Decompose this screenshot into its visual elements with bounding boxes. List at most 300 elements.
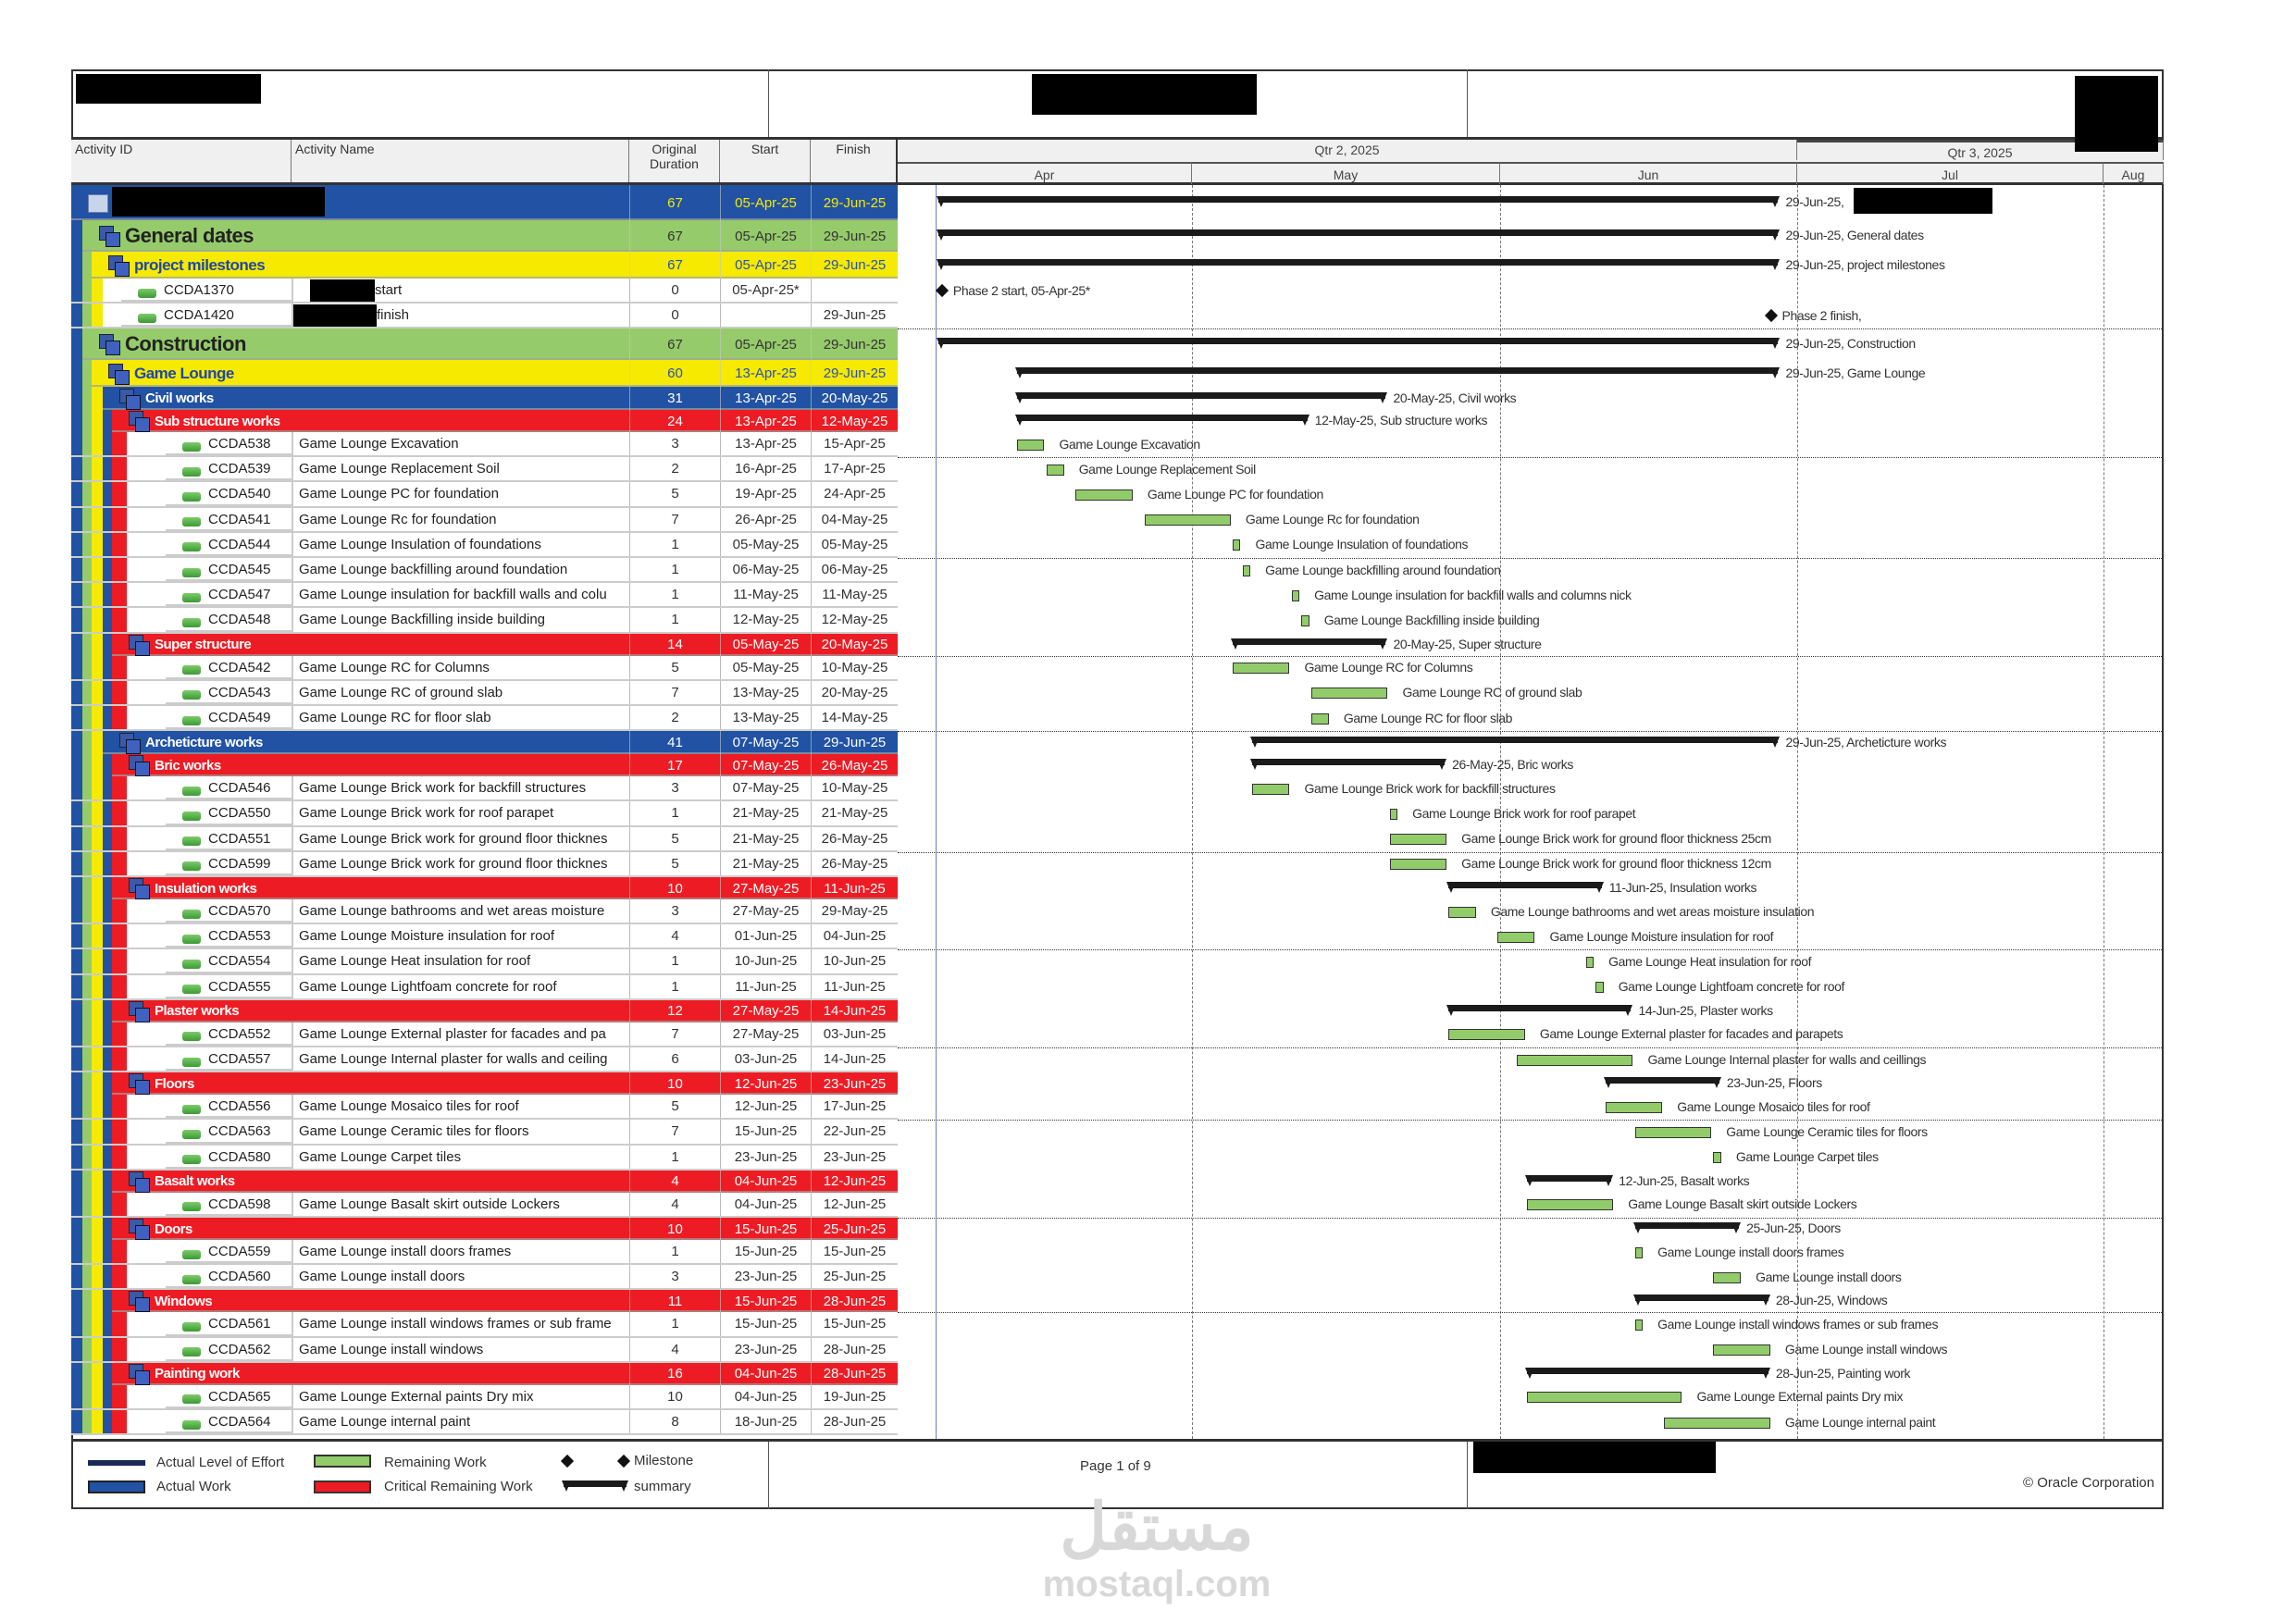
table-row[interactable] [71, 852, 898, 877]
hierarchy-band [103, 1338, 112, 1361]
activity-bar[interactable] [1390, 809, 1398, 820]
summary-bar[interactable] [1527, 1368, 1769, 1374]
bar-label: 29-Jun-25, General dates [1785, 228, 1924, 242]
original-duration: 3 [629, 899, 720, 923]
hierarchy-band [82, 1265, 92, 1288]
summary-bar[interactable] [1017, 367, 1779, 374]
summary-bar[interactable] [1017, 392, 1386, 399]
hierarchy-band [82, 681, 92, 704]
summary-bar[interactable] [1233, 638, 1386, 645]
hierarchy-band [92, 1338, 103, 1361]
bar-label: 20-May-25, Civil works [1393, 390, 1517, 405]
summary-bar[interactable] [1635, 1222, 1740, 1229]
hierarchy-band [71, 1240, 82, 1263]
table-row[interactable] [71, 975, 898, 1000]
finish-date: 17-Apr-25 [811, 457, 898, 480]
milestone-marker[interactable] [1764, 308, 1777, 321]
summary-bar[interactable] [938, 338, 1779, 344]
activity-bar[interactable] [1713, 1152, 1721, 1163]
hierarchy-band [71, 634, 82, 656]
hierarchy-band [92, 457, 103, 480]
activity-id: CCDA552 [208, 1025, 271, 1042]
table-row[interactable] [71, 899, 898, 924]
finish-date: 17-Jun-25 [811, 1095, 898, 1118]
table-row[interactable] [71, 1146, 898, 1171]
hierarchy-band [92, 1363, 103, 1385]
original-duration: 6 [629, 1047, 720, 1071]
wbs-row[interactable] [71, 360, 898, 387]
table-row[interactable] [71, 1120, 898, 1145]
activity-icon [182, 442, 201, 452]
bar-label: Game Lounge Moisture insulation for roof [1549, 928, 1774, 944]
hierarchy-band [82, 1218, 92, 1240]
table-row[interactable] [71, 924, 898, 949]
table-row[interactable] [71, 681, 898, 706]
hierarchy-band [71, 279, 82, 302]
hierarchy-band [92, 1022, 103, 1046]
start-date: 05-Apr-25* [720, 279, 811, 302]
activity-bar[interactable] [1233, 663, 1290, 674]
hierarchy-band [103, 1363, 112, 1385]
activity-icon [182, 1322, 201, 1332]
hierarchy-band [71, 583, 82, 606]
wbs-row[interactable] [71, 328, 898, 360]
wbs-icon [129, 1364, 149, 1384]
summary-bar[interactable] [938, 259, 1779, 266]
original-duration: 1 [629, 533, 720, 556]
activity-bar[interactable] [1595, 982, 1604, 993]
legend-milestone: Milestone [634, 1453, 694, 1468]
table-row[interactable] [71, 279, 898, 304]
hierarchy-band [71, 1095, 82, 1118]
hierarchy-band [92, 304, 103, 327]
activity-bar[interactable] [1635, 1319, 1644, 1331]
hierarchy-band [112, 1193, 127, 1216]
activity-icon [182, 1032, 201, 1041]
hierarchy-band [71, 656, 82, 679]
start-date: 10-Jun-25 [720, 949, 811, 973]
table-row[interactable] [71, 508, 898, 533]
hierarchy-band [112, 899, 127, 923]
original-duration: 5 [629, 482, 720, 505]
activity-bar[interactable] [1292, 590, 1300, 601]
hierarchy-band [92, 533, 103, 556]
header-divider [768, 69, 769, 137]
hierarchy-band [71, 877, 82, 899]
hierarchy-band [103, 1385, 112, 1408]
activity-id: CCDA553 [208, 928, 271, 945]
activity-icon [182, 812, 201, 821]
start-date: 27-May-25 [720, 1000, 811, 1022]
hierarchy-band [103, 681, 112, 704]
hierarchy-band [103, 1146, 112, 1169]
original-duration: 67 [629, 328, 720, 360]
wbs-row[interactable] [71, 252, 898, 279]
hierarchy-band [82, 279, 92, 302]
bar-label: 11-Jun-25, Insulation works [1608, 880, 1757, 895]
row-group-separator [898, 1047, 2164, 1048]
table-row[interactable] [71, 1240, 898, 1265]
table-row[interactable] [71, 827, 898, 852]
finish-date: 10-Jun-25 [811, 949, 898, 973]
table-row[interactable] [71, 558, 898, 583]
col-activity-id[interactable]: Activity ID [71, 140, 292, 182]
table-row[interactable] [71, 656, 898, 681]
wbs-name: Civil works [145, 390, 214, 406]
activity-id: CCDA557 [208, 1051, 271, 1068]
hierarchy-band [103, 975, 112, 998]
hierarchy-band [71, 1338, 82, 1361]
col-finish[interactable]: Finish [811, 140, 898, 182]
gantt-chart [898, 185, 2164, 1439]
hierarchy-band [82, 852, 92, 875]
wbs-icon [119, 389, 140, 409]
row-group-separator [898, 949, 2164, 950]
activity-bar[interactable] [1635, 1247, 1644, 1258]
hierarchy-band [92, 1312, 103, 1335]
wbs-icon [108, 255, 129, 276]
hierarchy-band [92, 801, 103, 824]
hierarchy-band [103, 457, 112, 480]
legend-actual-work: Actual Work [156, 1479, 231, 1494]
finish-date: 14-Jun-25 [811, 1047, 898, 1071]
hierarchy-band [71, 1072, 82, 1095]
legend-summary: summary [634, 1479, 691, 1494]
hierarchy-band [103, 1290, 112, 1312]
bar-label: Game Lounge Ceramic tiles for floors [1726, 1124, 1928, 1139]
bar-label: Game Lounge Carpet tiles [1735, 1149, 1879, 1165]
activity-id: CCDA546 [208, 780, 271, 797]
original-duration: 67 [629, 220, 720, 252]
finish-date: 06-May-25 [811, 558, 898, 581]
hierarchy-band [82, 508, 92, 531]
start-date: 05-May-25 [720, 656, 811, 679]
table-row[interactable] [71, 1385, 898, 1410]
hierarchy-band [112, 1095, 127, 1118]
hierarchy-band [82, 387, 92, 410]
redacted-title [76, 74, 261, 104]
activity-name-text: start [375, 282, 403, 298]
table-row[interactable] [71, 1338, 898, 1363]
col-activity-name[interactable]: Activity Name [292, 140, 629, 182]
table-row[interactable] [71, 1410, 898, 1435]
table-row[interactable] [71, 1193, 898, 1218]
table-row[interactable] [71, 1265, 898, 1290]
activity-name: Game Lounge Heat insulation for roof [292, 949, 629, 973]
original-duration: 1 [629, 1312, 720, 1335]
table-row[interactable] [71, 801, 898, 826]
wbs-row[interactable] [71, 754, 898, 776]
activity-bar[interactable] [1713, 1344, 1770, 1356]
table-row[interactable] [71, 482, 898, 507]
hierarchy-band [103, 508, 112, 531]
activity-bar[interactable] [1075, 489, 1133, 501]
table-row[interactable] [71, 1095, 898, 1120]
table-row[interactable] [71, 706, 898, 731]
table-row[interactable] [71, 533, 898, 558]
hierarchy-band [92, 1072, 103, 1095]
finish-date: 19-Jun-25 [811, 1385, 898, 1408]
hierarchy-band [82, 706, 92, 729]
finish-date: 29-Jun-25 [811, 220, 898, 252]
summary-bar[interactable] [1606, 1077, 1719, 1084]
finish-date: 14-Jun-25 [811, 1000, 898, 1022]
original-duration: 7 [629, 1022, 720, 1046]
wbs-icon [99, 226, 119, 246]
hierarchy-band [112, 1385, 127, 1408]
activity-bar[interactable] [1517, 1055, 1632, 1066]
wbs-icon [99, 334, 119, 354]
activity-bar[interactable] [1448, 1029, 1525, 1040]
original-duration: 0 [629, 304, 720, 327]
bar-label: 29-Jun-25, Archeticture works [1785, 734, 1947, 750]
wbs-name: Sub structure works [155, 413, 280, 429]
start-date: 21-May-25 [720, 852, 811, 875]
activity-icon [138, 289, 156, 298]
hierarchy-band [71, 1312, 82, 1335]
hierarchy-band [92, 1000, 103, 1022]
bar-label: Game Lounge PC for foundation [1147, 487, 1323, 502]
activity-id: CCDA554 [208, 953, 271, 970]
table-row[interactable] [71, 1047, 898, 1072]
activity-bar[interactable] [1390, 834, 1447, 845]
wbs-icon [129, 1291, 149, 1311]
wbs-row[interactable] [71, 1218, 898, 1240]
activity-icon [182, 960, 201, 969]
summary-bar[interactable] [938, 229, 1779, 236]
wbs-row[interactable] [71, 410, 898, 432]
wbs-row[interactable] [71, 1290, 898, 1312]
activity-bar[interactable] [1301, 615, 1309, 626]
legend-swatch-remaining [314, 1455, 371, 1468]
activity-name: Game Lounge internal paint [292, 1410, 629, 1433]
original-duration: 3 [629, 1265, 720, 1288]
activity-name: Game Lounge Brick work for ground floor thicknes [292, 827, 629, 850]
hierarchy-band [71, 1265, 82, 1288]
hierarchy-band [92, 924, 103, 948]
hierarchy-band [71, 252, 82, 279]
summary-bar[interactable] [1252, 759, 1445, 765]
table-row[interactable] [71, 608, 898, 633]
activity-id: CCDA563 [208, 1123, 271, 1140]
watermark [1018, 1490, 1296, 1604]
hierarchy-band [82, 1022, 92, 1046]
start-date: 15-Jun-25 [720, 1290, 811, 1312]
wbs-row[interactable] [71, 185, 898, 220]
original-duration: 1 [629, 1240, 720, 1263]
wbs-name: Floors [155, 1075, 194, 1092]
activity-id: CCDA599 [208, 855, 271, 872]
bar-label: Game Lounge RC of ground slab [1402, 685, 1582, 700]
hierarchy-band [92, 583, 103, 606]
finish-date: 10-May-25 [811, 656, 898, 679]
activity-name: Game Lounge Brick work for ground floor thicknes [292, 852, 629, 875]
milestone-marker[interactable] [936, 283, 949, 296]
activity-bar[interactable] [1311, 713, 1329, 725]
wbs-row[interactable] [71, 220, 898, 252]
hierarchy-band [71, 706, 82, 729]
activity-bar[interactable] [1448, 907, 1476, 918]
start-date: 05-Apr-25 [720, 220, 811, 252]
activity-bar[interactable] [1527, 1392, 1682, 1403]
hierarchy-band [112, 1265, 127, 1288]
table-row[interactable] [71, 1022, 898, 1047]
activity-bar[interactable] [1713, 1272, 1741, 1283]
activity-name: Game Lounge Insulation of foundations [292, 533, 629, 556]
wbs-row[interactable] [71, 877, 898, 899]
hierarchy-band [112, 558, 127, 581]
hierarchy-band [82, 634, 92, 656]
hierarchy-band [71, 1290, 82, 1312]
wbs-row[interactable] [71, 387, 898, 410]
hierarchy-band [103, 432, 112, 455]
start-date: 13-Apr-25 [720, 360, 811, 387]
bar-label: Game Lounge Lightfoam concrete for roof [1618, 979, 1845, 995]
hierarchy-band [112, 681, 127, 704]
table-row[interactable] [71, 1312, 898, 1337]
hierarchy-band [71, 827, 82, 850]
finish-date: 26-May-25 [811, 852, 898, 875]
activity-name: Game Lounge backfilling around foundation [292, 558, 629, 581]
activity-name: Game Lounge Moisture insulation for roof [292, 924, 629, 948]
original-duration: 31 [629, 387, 720, 410]
summary-bar[interactable] [1635, 1295, 1769, 1301]
table-row[interactable] [71, 583, 898, 608]
hierarchy-band [82, 827, 92, 850]
activity-bar[interactable] [1047, 465, 1064, 476]
activity-name: Game Lounge Brick work for backfill structures [292, 776, 629, 799]
hierarchy-band [82, 877, 92, 899]
hierarchy-band [92, 558, 103, 581]
hierarchy-band [103, 410, 112, 432]
original-duration: 10 [629, 1218, 720, 1240]
col-start[interactable]: Start [720, 140, 811, 182]
activity-bar[interactable] [1664, 1418, 1770, 1429]
bar-label: Game Lounge Rc for foundation [1245, 512, 1420, 527]
hierarchy-band [103, 1265, 112, 1288]
activity-id: CCDA1420 [164, 307, 234, 323]
redacted-name [310, 279, 375, 302]
start-date: 21-May-25 [720, 801, 811, 824]
wbs-row[interactable] [71, 1072, 898, 1095]
hierarchy-band [112, 801, 127, 824]
activity-bar[interactable] [1252, 784, 1289, 795]
summary-bar[interactable] [1527, 1175, 1611, 1182]
hierarchy-band [92, 877, 103, 899]
start-date: 05-Apr-25 [720, 185, 811, 220]
activity-name: Game Lounge install doors frames [292, 1240, 629, 1263]
activity-bar[interactable] [1390, 859, 1447, 870]
month-label: Apr [898, 162, 1192, 184]
hierarchy-band [71, 1047, 82, 1071]
wbs-icon [119, 733, 140, 753]
original-duration: 7 [629, 681, 720, 704]
activity-bar[interactable] [1606, 1102, 1663, 1113]
activity-bar[interactable] [1233, 539, 1241, 551]
table-row[interactable] [71, 432, 898, 457]
hierarchy-band [112, 1120, 127, 1143]
hierarchy-band [82, 1171, 92, 1193]
finish-date: 12-May-25 [811, 410, 898, 432]
bar-label: Game Lounge External paints Dry mix [1696, 1389, 1904, 1405]
bar-label: Game Lounge External plaster for facades and parapets [1539, 1026, 1843, 1042]
activity-name: Game Lounge Lightfoam concrete for roof [292, 975, 629, 998]
hierarchy-band [82, 558, 92, 581]
activity-id: CCDA538 [208, 436, 271, 452]
summary-bar[interactable] [1017, 415, 1308, 421]
activity-bar[interactable] [1017, 440, 1045, 451]
quarter-label: Qtr 3, 2025 [1797, 140, 2164, 160]
activity-icon [182, 1275, 201, 1284]
finish-date: 29-Jun-25 [811, 360, 898, 387]
hierarchy-band [71, 1193, 82, 1216]
wbs-row[interactable] [71, 634, 898, 656]
finish-date: 11-May-25 [811, 583, 898, 606]
activity-name: Game Lounge install windows [292, 1338, 629, 1361]
hierarchy-band [71, 681, 82, 704]
original-duration: 4 [629, 1193, 720, 1216]
table-row[interactable] [71, 304, 898, 328]
activity-bar[interactable] [1635, 1127, 1712, 1138]
col-original-duration[interactable]: Original Duration [629, 140, 720, 182]
activity-icon [182, 593, 201, 602]
activity-bar[interactable] [1311, 688, 1388, 699]
wbs-row[interactable] [71, 1363, 898, 1385]
table-row[interactable] [71, 949, 898, 974]
wbs-row[interactable] [71, 1000, 898, 1022]
summary-bar[interactable] [1252, 737, 1778, 743]
header-divider [1467, 69, 1468, 137]
original-duration: 4 [629, 1338, 720, 1361]
start-date: 23-Jun-25 [720, 1338, 811, 1361]
finish-date: 03-Jun-25 [811, 1022, 898, 1046]
activity-bar[interactable] [1586, 957, 1595, 968]
wbs-row[interactable] [71, 1171, 898, 1193]
hierarchy-band [71, 1000, 82, 1022]
page-number: Page 1 of 9 [1080, 1458, 1151, 1474]
hierarchy-band [92, 1218, 103, 1240]
table-row[interactable] [71, 776, 898, 801]
activity-id: CCDA559 [208, 1244, 271, 1260]
summary-bar[interactable] [1448, 882, 1602, 888]
hierarchy-band [71, 801, 82, 824]
activity-name: Game Lounge Brick work for roof parapet [292, 801, 629, 824]
legend-remaining-work: Remaining Work [384, 1455, 487, 1470]
activity-bar[interactable] [1243, 565, 1251, 576]
hierarchy-band [103, 877, 112, 899]
finish-date: 23-Jun-25 [811, 1072, 898, 1095]
hierarchy-band [112, 1410, 127, 1433]
hierarchy-band [92, 410, 103, 432]
activity-bar[interactable] [1527, 1199, 1613, 1210]
summary-bar[interactable] [1448, 1005, 1631, 1011]
hierarchy-band [103, 949, 112, 973]
start-date: 05-May-25 [720, 533, 811, 556]
wbs-icon [129, 755, 149, 775]
row-group-separator [898, 328, 2164, 329]
start-date: 26-Apr-25 [720, 508, 811, 531]
summary-bar[interactable] [938, 196, 1779, 203]
milestone-icon [617, 1455, 630, 1468]
table-row[interactable] [71, 457, 898, 482]
activity-bar[interactable] [1145, 514, 1231, 526]
activity-bar[interactable] [1497, 932, 1534, 943]
wbs-row[interactable] [71, 731, 898, 754]
bar-label: 29-Jun-25, Construction [1785, 336, 1916, 351]
bar-label: Phase 2 finish, [1781, 307, 1862, 323]
finish-date: 25-Jun-25 [811, 1218, 898, 1240]
hierarchy-band [71, 1363, 82, 1385]
